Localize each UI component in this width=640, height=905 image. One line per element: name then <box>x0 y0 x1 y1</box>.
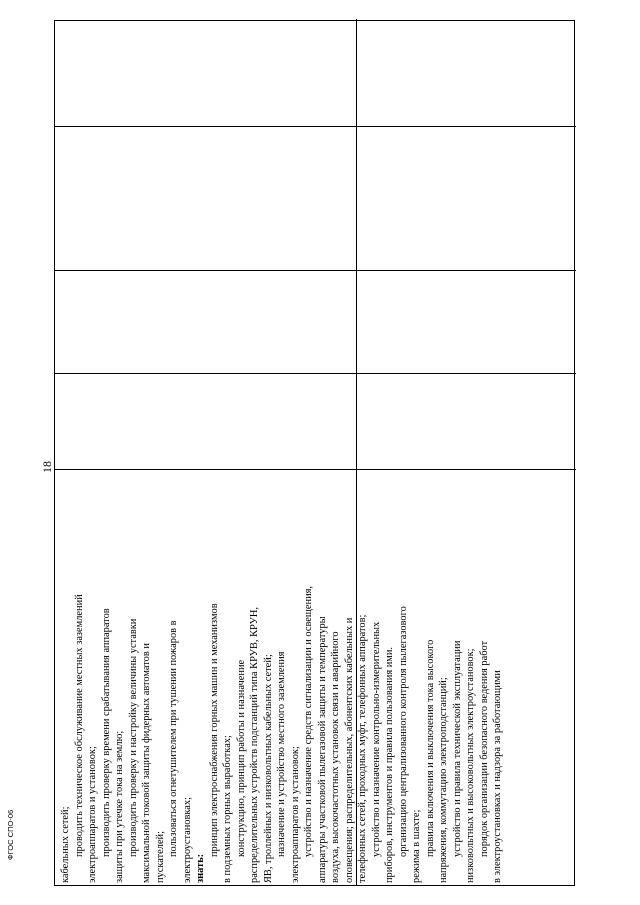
text-line: электроустановках; <box>181 797 193 883</box>
text-line: устройство и назначение контрольно-измерительных <box>370 621 382 857</box>
text-line: максимальной токовой защиты фидерных автоматов и <box>141 643 152 883</box>
text-line: организацию централизованного контроля пылегазового <box>397 606 409 857</box>
column-divider <box>55 270 576 271</box>
text-line: режима в шахте; <box>411 809 422 883</box>
text-line: производить проверку и настройку величины уставки <box>127 618 139 857</box>
table-frame <box>54 20 575 886</box>
text-line: порядок организации безопасного ведения работ <box>478 640 490 857</box>
text-line: приборов, инструментов и правила пользования ими. <box>384 646 395 883</box>
text-line: низковольтных и высоковольтных электроустановок; <box>465 648 476 883</box>
text-line: пользоваться огнетушителем при тушении пожаров в <box>168 620 179 857</box>
text-line: принцип электроснабжения горных машин и механизмов <box>208 603 220 857</box>
text-line: правила включения и выключения тока высокого <box>424 639 436 857</box>
text-line: напряжения, коммутацию электроподстанций; <box>438 677 449 883</box>
section-heading: знать: <box>195 853 206 883</box>
text-line: телефонных сетей, проходных муфт, телефонных аппаратов; <box>357 614 368 883</box>
text-line: устройство и назначение средств сигнализации и освещения, <box>303 585 314 857</box>
text-line: ЯВ, троллейных и низковольтных кабельных сетей; <box>262 654 274 883</box>
competency-text-cell <box>59 469 503 883</box>
text-line: электроаппаратов и установок; <box>289 746 301 883</box>
page-number: 18 <box>40 461 54 473</box>
text-line: пускателей; <box>154 831 166 883</box>
text-line: распределительных устройств подстанций типа КРУВ, КРУН, <box>249 607 260 883</box>
text-line: в электроустановках и надзора за работающими <box>492 670 503 883</box>
text-line: защиты при утечке тока на землю; <box>114 730 125 883</box>
text-line: оповещения; распределительных, абонентских кабельных и <box>343 617 355 883</box>
column-divider <box>55 126 576 127</box>
text-line: конструкцию, принцип работы и назначение <box>235 659 247 857</box>
text-line: проводить техническое обслуживание местных заземлений <box>73 594 85 857</box>
text-line: аппаратуры участковой пылегазовой защиты и температуры <box>316 616 328 883</box>
document-footer: ФГОС СПО-06 <box>6 809 15 860</box>
text-line: в подземных горных выработках; <box>222 735 233 883</box>
text-line: кабельных сетей; <box>60 806 71 883</box>
text-line: производить проверку времени срабатывания аппаратов <box>100 608 112 857</box>
text-line: электроаппаратов и установок; <box>87 746 98 883</box>
rotated-table-page <box>54 20 575 886</box>
text-line: назначение и устройство местного заземления <box>276 651 287 857</box>
text-line: устройство и правила технической эксплуатации <box>451 640 463 857</box>
column-divider <box>55 373 576 374</box>
text-line: воздуха, высокочастотных установок связи и аварийного <box>330 631 341 883</box>
